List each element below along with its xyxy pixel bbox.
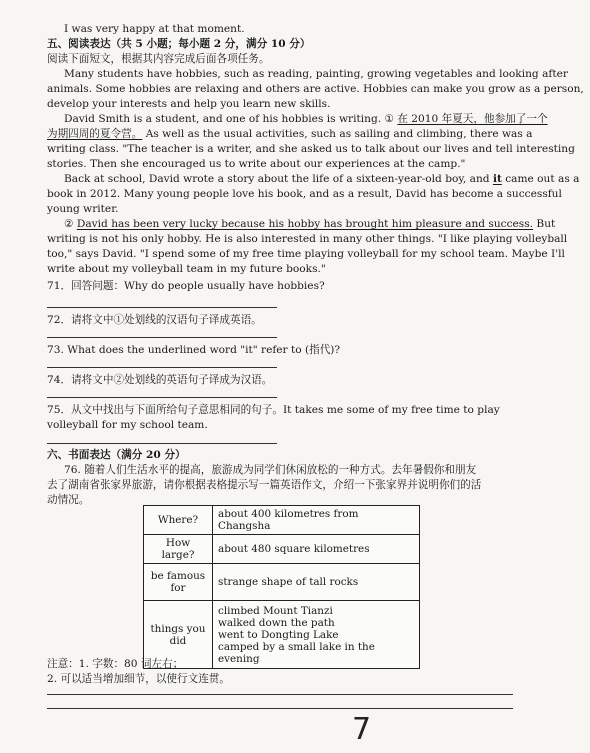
text-line: I was very happy at that moment. (64, 23, 245, 35)
passage-text: But (533, 218, 556, 230)
passage-line (64, 217, 555, 231)
table-value: strange shape of tall rocks (213, 564, 420, 601)
section-heading: 五、阅读表达（共 5 小题；每小题 2 分，满分 10 分） (47, 38, 311, 50)
table-row (144, 601, 420, 669)
question-74: 74．请将文中②处划线的英语句子译成为汉语。 (47, 374, 273, 386)
table-key: Where? (144, 506, 213, 535)
underlined-sentence-1: 在 2010 年夏天，他参加了一个 (397, 113, 548, 125)
table-key: things you did (144, 601, 213, 669)
answer-line-73[interactable] (47, 367, 277, 368)
passage-line (64, 112, 548, 126)
table-value-list (213, 601, 420, 669)
writing-prompt: 动情况。 (47, 494, 90, 506)
passage-line: young writer. (47, 203, 119, 215)
prompt-table (143, 505, 420, 669)
underlined-word-it: it (492, 173, 502, 185)
activity-item: went to Dongting Lake (218, 628, 339, 641)
answer-line-74[interactable] (47, 397, 277, 398)
section-heading: 六、书面表达（满分 20 分） (47, 449, 186, 461)
underlined-sentence-1-cont: 为期四周的夏令营。 (47, 128, 143, 140)
passage-text: came out as a (501, 173, 580, 185)
passage-line: writing is not his only hobby. He is also interested in many other things. "I like playing volleyball (47, 233, 568, 245)
passage-line: Many students have hobbies, such as reading, painting, growing vegetables and looking after (64, 68, 568, 80)
question-71: 71．回答问题：Why do people usually have hobbies? (47, 280, 325, 292)
passage-line: writing class. "The teacher is a writer, and she asked us to talk about our lives and tell interesting (47, 143, 575, 155)
passage-line: book in 2012. Many young people love his book, and as a result, David has become a successful (47, 188, 562, 200)
writing-line[interactable] (47, 694, 513, 695)
passage-line: develop your interests and help you learn new skills. (47, 98, 331, 110)
underlined-sentence-2: David has been very lucky because his hobby has brought him pleasure and success. (76, 218, 534, 230)
answer-line-75[interactable] (47, 443, 277, 444)
activity-item: camped by a small lake in the evening (218, 640, 375, 665)
question-75: 75．从文中找出与下面所给句子意思相同的句子。It takes me some of my free time to play (47, 404, 500, 416)
note-line: 2. 可以适当增加细节，以使行文连贯。 (47, 673, 230, 685)
answer-line-71[interactable] (47, 307, 277, 308)
note-line: 注意：1. 字数：80 词左右； (47, 658, 184, 670)
activity-item: walked down the path (218, 616, 335, 629)
activity-item: climbed Mount Tianzi (218, 604, 333, 617)
passage-line (47, 127, 533, 141)
writing-prompt: 76. 随着人们生活水平的提高，旅游成为同学们休闲放松的一种方式。去年暑假你和朋友 (64, 464, 477, 476)
writing-prompt: 去了湖南省张家界旅游，请你根据表格提示写一篇英语作文，介绍一下张家界并说明你们的活 (47, 479, 482, 491)
question-75-cont: volleyball for my school team. (47, 419, 208, 431)
circled-marker-2: ② (64, 218, 77, 230)
table-value: about 400 kilometres from Changsha (213, 506, 420, 535)
passage-line (64, 172, 579, 186)
answer-line-72[interactable] (47, 337, 277, 338)
question-72: 72．请将文中①处划线的汉语句子译成英语。 (47, 314, 262, 326)
table-key: be famous for (144, 564, 213, 601)
table-key: How large? (144, 535, 213, 564)
passage-text: Back at school, David wrote a story about the life of a sixteen-year-old boy, and (64, 173, 493, 185)
passage-text: David Smith is a student, and one of his hobbies is writing. ① (64, 113, 394, 125)
writing-line[interactable] (47, 708, 513, 709)
page-number: 7 (352, 712, 372, 747)
instruction: 阅读下面短文，根据其内容完成后面各项任务。 (47, 53, 270, 65)
table-row (144, 535, 420, 564)
passage-line: stories. Then she encouraged us to write about our experiences at the camp." (47, 158, 466, 170)
question-73: 73. What does the underlined word "it" refer to (指代)? (47, 344, 341, 356)
table-row (144, 506, 420, 535)
passage-line: write about my volleyball team in my future books." (47, 263, 326, 275)
passage-text: As well as the usual activities, such as sailing and climbing, there was a (142, 128, 533, 140)
table-row (144, 564, 420, 601)
passage-line: animals. Some hobbies are relaxing and others are active. Hobbies can make you grow as a person, (47, 83, 584, 95)
table-value: about 480 square kilometres (213, 535, 420, 564)
passage-line: too," says David. "I spend some of my free time playing volleyball for my school team. Maybe I'll (47, 248, 565, 260)
